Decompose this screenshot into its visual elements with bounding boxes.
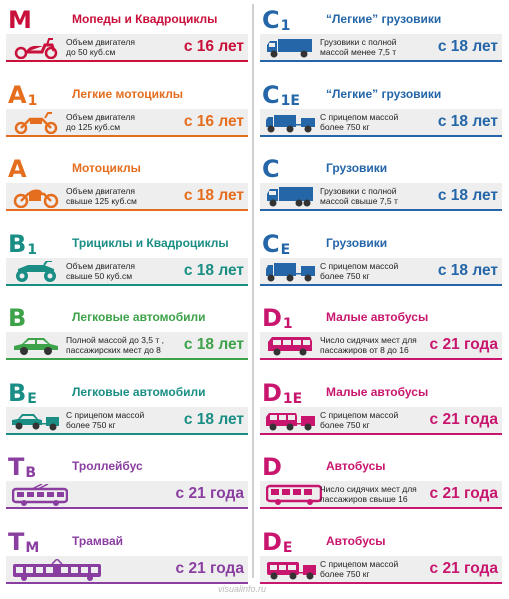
category-code (262, 453, 282, 481)
minimum-age: с 18 лет (437, 261, 498, 279)
category-description (66, 410, 191, 430)
category-ce-11 (260, 230, 502, 305)
category-title: Малые автобусы (326, 310, 429, 324)
description-line-2: более 750 кг (320, 270, 370, 281)
description-line-2: до 125 куб.см (66, 121, 121, 132)
car-trailer-icon (12, 410, 64, 432)
minimum-age: с 21 года (175, 485, 244, 502)
description-line-2: массой менее 7,5 т (320, 47, 397, 57)
description-line-1: Грузовики с полной (320, 186, 397, 196)
category-description (66, 335, 191, 355)
description-line-1: Полной массой до 3,5 т , (66, 335, 164, 345)
category-subscript: 1 (27, 92, 38, 109)
category-subscript: 1E (280, 92, 300, 109)
description-line-2: более 750 кг (320, 419, 370, 430)
category-title: Легкие мотоциклы (72, 86, 184, 101)
category-letter: D (262, 527, 282, 556)
category-letter: D (262, 453, 282, 481)
category-info-band (260, 481, 502, 509)
category-subscript: E (27, 390, 37, 407)
category-subscript: 1 (282, 316, 293, 332)
minimum-age: с 18 лет (437, 112, 498, 130)
category-description (320, 410, 445, 430)
minimum-age: с 21 года (429, 559, 498, 577)
category-description (66, 261, 191, 281)
description-line-2: свыше 50 куб.см (66, 270, 133, 281)
category-title: Малые автобусы (326, 384, 429, 399)
category-header (6, 528, 248, 556)
description-line-1: Объем двигателя (66, 186, 135, 196)
category-info-band (6, 556, 248, 584)
category-letter: B (8, 304, 27, 332)
category-description (66, 37, 191, 57)
category-a-2 (6, 155, 248, 230)
category-letter: C (262, 229, 280, 258)
watermark: visualinfo.ru (218, 584, 267, 594)
category-title: Троллейбус (72, 459, 143, 473)
category-subscript: E (280, 241, 291, 258)
description-line-2: свыше 125 куб.см (66, 196, 137, 206)
category-title: Мопеды и Квадроциклы (72, 12, 218, 26)
moped-icon (12, 37, 60, 59)
category-header (260, 6, 502, 34)
description-line-2: массой свыше 7,5 т (320, 196, 398, 206)
right-column (260, 6, 502, 599)
category-info-band (6, 109, 248, 137)
category-d1e-13 (260, 379, 502, 454)
category-c-10 (260, 155, 502, 230)
category-b-4 (6, 304, 248, 379)
minimum-age: с 18 лет (437, 38, 498, 55)
category-header (260, 155, 502, 183)
left-column (6, 6, 248, 599)
description-line-2: пассажирских мест до 8 (66, 345, 161, 355)
category-description (320, 37, 445, 57)
category-code (262, 155, 280, 183)
category-title: Грузовики (326, 235, 388, 250)
category-header (260, 81, 502, 109)
category-d1-12 (260, 304, 502, 379)
category-title: Автобусы (326, 459, 386, 473)
category-description (320, 261, 445, 281)
bus-icon (266, 484, 324, 506)
description-line-2: более 750 кг (320, 121, 370, 132)
description-line-1: С прицепом массой (66, 409, 145, 420)
category-subscript: B (25, 465, 37, 481)
category-header (6, 379, 248, 407)
description-line-1: С прицепом массой (320, 111, 399, 122)
minimum-age: с 16 лет (183, 38, 244, 55)
category-info-band (260, 407, 502, 435)
category-letter: T (8, 527, 25, 556)
minimum-age: с 18 лет (183, 336, 244, 353)
bus-trailer-icon (266, 559, 318, 581)
category-info-band (6, 258, 248, 286)
category-info-band (260, 34, 502, 62)
category-header (6, 6, 248, 34)
minimum-age: с 18 лет (183, 261, 244, 279)
minimum-age: с 21 года (429, 410, 498, 428)
category-d-14 (260, 453, 502, 528)
category-letter: C (262, 80, 280, 109)
minimum-age: с 18 лет (183, 410, 244, 428)
trolleybus-icon (12, 484, 70, 506)
category-info-band (6, 407, 248, 435)
minimum-age: с 21 года (429, 336, 498, 353)
category-info-band (260, 183, 502, 211)
category-header (260, 528, 502, 556)
category-header (6, 453, 248, 481)
category-info-band (260, 109, 502, 137)
tram-icon (12, 559, 104, 581)
description-line-1: Объем двигателя (66, 111, 135, 122)
category-letter: D (262, 304, 282, 332)
category-be-5 (6, 379, 248, 454)
category-subscript: 1 (280, 18, 291, 34)
column-divider (252, 4, 254, 578)
category-info-band (260, 258, 502, 286)
description-line-2: пассажиров от 8 до 16 (320, 345, 409, 355)
description-line-1: С прицепом массой (320, 260, 399, 271)
category-header (260, 453, 502, 481)
category-letter: T (8, 453, 25, 481)
description-line-1: Число сидячих мест для (320, 335, 417, 345)
minimum-age: с 21 года (429, 485, 498, 502)
category-title: Трамвай (72, 533, 124, 548)
minimum-age: с 18 лет (183, 187, 244, 204)
category-header (6, 81, 248, 109)
category-title: Мотоциклы (72, 161, 141, 175)
category-code (8, 155, 27, 183)
motorcycle-icon (12, 186, 60, 208)
category-title: Автобусы (326, 533, 386, 548)
category-title: “Легкие” грузовики (326, 86, 442, 101)
category-description (320, 484, 445, 504)
category-header (260, 230, 502, 258)
category-c1-8 (260, 6, 502, 81)
category-m-0 (6, 6, 248, 81)
category-title: Трициклы и Квадроциклы (72, 235, 229, 250)
category-b1-3 (6, 230, 248, 305)
minimum-age: с 18 лет (437, 187, 498, 204)
category-info-band (6, 332, 248, 360)
category-description (320, 559, 445, 579)
light-truck-icon (266, 37, 314, 59)
category-info-band (260, 556, 502, 584)
minimum-age: с 16 лет (183, 112, 244, 130)
category-letter: M (8, 6, 32, 34)
category-letter: D (262, 378, 282, 407)
category-letter: C (262, 6, 280, 34)
category-tm-7 (6, 528, 248, 599)
description-line-1: Объем двигателя (66, 260, 135, 271)
category-title: Легковые автомобили (72, 384, 206, 399)
category-tb-6 (6, 453, 248, 528)
category-description (320, 112, 445, 132)
car-icon (12, 335, 60, 357)
category-title: Легковые автомобили (72, 310, 206, 324)
category-code (8, 6, 32, 34)
category-title: “Легкие” грузовики (326, 12, 442, 26)
description-line-2: пассажиров свыше 16 (320, 494, 408, 504)
description-line-2: более 750 кг (320, 568, 370, 579)
category-subscript: 1 (27, 241, 38, 258)
category-title: Грузовики (326, 161, 388, 175)
category-c1e-9 (260, 81, 502, 156)
category-description (66, 186, 191, 206)
description-line-1: Грузовики с полной (320, 37, 397, 47)
category-letter: B (8, 378, 27, 407)
description-line-1: Число сидячих мест для (320, 484, 417, 494)
description-line-1: С прицепом массой (320, 558, 399, 569)
light-truck-trailer-icon (266, 112, 318, 134)
category-description (66, 112, 191, 132)
category-info-band (6, 183, 248, 211)
minibus-trailer-icon (266, 410, 318, 432)
category-letter: A (8, 80, 27, 109)
category-header (6, 304, 248, 332)
category-header (260, 379, 502, 407)
category-header (6, 230, 248, 258)
truck-icon (266, 186, 314, 208)
category-subscript: 1E (282, 390, 303, 407)
category-subscript: E (282, 539, 293, 556)
description-line-1: С прицепом массой (320, 409, 399, 420)
category-header (260, 304, 502, 332)
description-line-1: Объем двигателя (66, 37, 135, 47)
category-a1-1 (6, 81, 248, 156)
category-info-band (260, 332, 502, 360)
category-code (8, 304, 26, 332)
light-motorcycle-icon (12, 112, 60, 134)
category-info-band (6, 34, 248, 62)
category-header (6, 155, 248, 183)
description-line-2: до 50 куб.см (66, 47, 116, 57)
category-subscript: M (25, 539, 40, 556)
category-de-15 (260, 528, 502, 599)
category-letter: C (262, 155, 280, 183)
category-letter: B (8, 229, 27, 258)
minibus-icon (266, 335, 314, 357)
description-line-2: более 750 кг (66, 419, 116, 430)
category-description (320, 186, 445, 206)
category-letter: A (8, 155, 27, 183)
category-info-band (6, 481, 248, 509)
category-description (320, 335, 445, 355)
minimum-age: с 21 года (175, 559, 244, 577)
quad-bike-icon (12, 261, 60, 283)
truck-trailer-icon (266, 261, 318, 283)
